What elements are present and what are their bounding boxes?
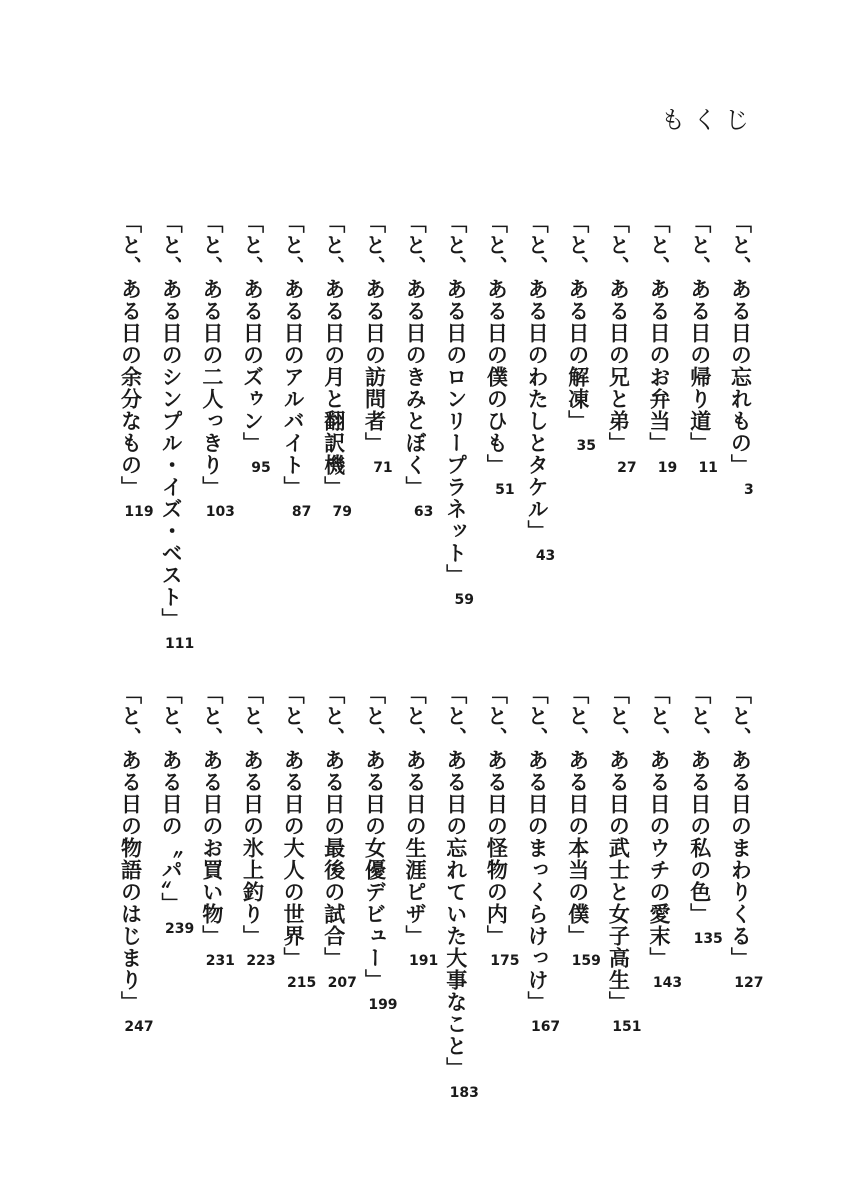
toc-entry <box>232 212 272 652</box>
toc-entry-title: 「と、ある日の大人の世界」 <box>281 683 306 969</box>
toc-entry-page-number: 59 <box>454 592 474 608</box>
toc-entry <box>557 212 597 652</box>
toc-entry-title: 「と、ある日の最後の試合」 <box>321 683 346 969</box>
toc-entry-title: 「と、ある日のまっくらけっけ」 <box>525 683 550 1013</box>
toc-entry-title: 「と、ある日の余分なもの」 <box>118 212 143 498</box>
toc-entry-page-number: 51 <box>495 482 515 498</box>
toc-upper-block <box>110 212 760 652</box>
toc-entry-title: 「と、ある日のズゥン」 <box>240 212 265 454</box>
toc-entry-title: 「と、ある日の訪問者」 <box>362 212 387 454</box>
toc-entry-page-number: 207 <box>327 975 357 991</box>
toc-entry <box>151 683 195 1123</box>
toc-entry-title: 「と、ある日のアルバイト」 <box>281 212 306 498</box>
toc-entry <box>191 683 235 1123</box>
toc-entry-title: 「と、ある日のまわりくる」 <box>728 683 753 969</box>
toc-entry-page-number: 3 <box>743 482 754 498</box>
toc-entry-page-number: 183 <box>449 1085 479 1101</box>
toc-entry-title: 「と、ある日の本当の僕」 <box>565 683 590 947</box>
toc-entry <box>313 212 353 652</box>
toc-entry <box>151 212 195 652</box>
toc-entry-title: 「と、ある日の武士と女子高生」 <box>606 683 631 1013</box>
toc-entry <box>232 683 276 1123</box>
toc-entry <box>639 212 679 652</box>
toc-entry-page-number: 111 <box>165 636 195 652</box>
toc-entry <box>517 683 561 1123</box>
toc-entry-title: 「と、ある日の帰り道」 <box>687 212 712 454</box>
toc-entry-title: 「と、ある日の忘れもの」 <box>728 212 753 476</box>
toc-entry <box>517 212 557 652</box>
toc-entry-page-number: 103 <box>205 504 235 520</box>
toc-entry-title: 「と、ある日の僕のひも」 <box>484 212 509 476</box>
toc-entry <box>639 683 683 1123</box>
toc-entry-page-number: 223 <box>246 953 276 969</box>
toc-entry-title: 「と、ある日のお弁当」 <box>647 212 672 454</box>
toc-entry <box>720 683 764 1123</box>
toc-entry-title: 「と、ある日の兄と弟」 <box>606 212 631 454</box>
toc-entry-page-number: 127 <box>734 975 764 991</box>
toc-entry <box>354 683 398 1123</box>
toc-entry <box>679 212 719 652</box>
toc-entry <box>354 212 394 652</box>
toc-entry-page-number: 11 <box>698 460 718 476</box>
toc-entry-title: 「と、ある日のロンリープラネット」 <box>443 212 468 586</box>
toc-entry <box>557 683 601 1123</box>
toc-entry <box>273 212 313 652</box>
toc-entry <box>395 212 435 652</box>
toc-entry-title: 「と、ある日の怪物の内」 <box>484 683 509 947</box>
toc-entry-page-number: 71 <box>373 460 393 476</box>
toc-entry-page-number: 63 <box>413 504 434 520</box>
toc-entry <box>476 212 516 652</box>
toc-entry-page-number: 143 <box>652 975 683 991</box>
toc-entry <box>313 683 357 1123</box>
toc-entry <box>191 212 235 652</box>
toc-entry <box>720 212 760 652</box>
toc-entry-title: 「と、ある日の女優デビュー」 <box>362 683 387 991</box>
toc-entry-page-number: 95 <box>251 460 271 476</box>
toc-entry <box>110 683 154 1123</box>
toc-entry-page-number: 175 <box>490 953 520 969</box>
toc-entry-page-number: 191 <box>408 953 439 969</box>
toc-entry-title: 「と、ある日の解凍」 <box>565 212 590 432</box>
toc-entry <box>435 212 475 652</box>
toc-entry-page-number: 167 <box>530 1019 561 1035</box>
toc-entry-page-number: 119 <box>124 504 154 520</box>
toc-entry-page-number: 239 <box>165 920 195 937</box>
toc-entry-page-number: 19 <box>657 460 678 476</box>
toc-entry-page-number: 135 <box>693 931 723 947</box>
toc-entry-title: 「と、ある日の私の色」 <box>687 683 712 925</box>
toc-entry-page-number: 231 <box>205 953 235 969</box>
toc-entry-title: 「と、ある日の氷上釣り」 <box>240 683 265 947</box>
toc-entry-title: 「と、ある日のわたしとタケル」 <box>525 212 550 542</box>
toc-entry <box>395 683 439 1123</box>
toc-entry-page-number: 87 <box>291 504 312 520</box>
toc-entry-title: 「と、ある日のシンプル・イズ・ベスト」 <box>159 212 184 630</box>
page-title: もくじ <box>661 106 757 134</box>
toc-entry-title: 「と、ある日のきみとぼく」 <box>403 212 428 498</box>
toc-entry-title: 「と、ある日の生涯ピザ」 <box>403 683 428 947</box>
toc-entry-title: 「と、ある日の月と翻訳機」 <box>321 212 346 498</box>
toc-entry <box>110 212 154 652</box>
toc-lower-block <box>110 683 764 1123</box>
toc-entry <box>435 683 479 1123</box>
toc-entry-page-number: 43 <box>535 548 556 564</box>
toc-entry-title: 「と、ある日の物語のはじまり」 <box>118 683 143 1013</box>
toc-entry-page-number: 27 <box>617 460 637 476</box>
toc-entry <box>476 683 520 1123</box>
toc-entry-page-number: 35 <box>576 438 596 454</box>
toc-entry <box>273 683 317 1123</box>
toc-entry-page-number: 215 <box>287 975 317 991</box>
toc-entry-title: 「と、ある日のウチの愛末」 <box>647 683 672 969</box>
toc-entry-page-number: 79 <box>332 504 353 520</box>
toc-entry-title: 「と、ある日の忘れていた大事なこと」 <box>443 683 468 1079</box>
toc-entry-page-number: 151 <box>612 1019 642 1035</box>
toc-entry-title: 「と、ある日の二人っきり」 <box>199 212 224 498</box>
toc-entry-title: 「と、ある日のお買い物」 <box>199 683 224 947</box>
toc-entry <box>679 683 723 1123</box>
toc-entry-page-number: 159 <box>571 953 601 969</box>
toc-entry <box>598 683 642 1123</box>
toc-entry-page-number: 247 <box>124 1019 154 1035</box>
toc-entry-title: 「と、ある日の〝パ〟」 <box>159 683 184 915</box>
toc-entry-page-number: 199 <box>368 997 398 1013</box>
toc-entry <box>598 212 638 652</box>
